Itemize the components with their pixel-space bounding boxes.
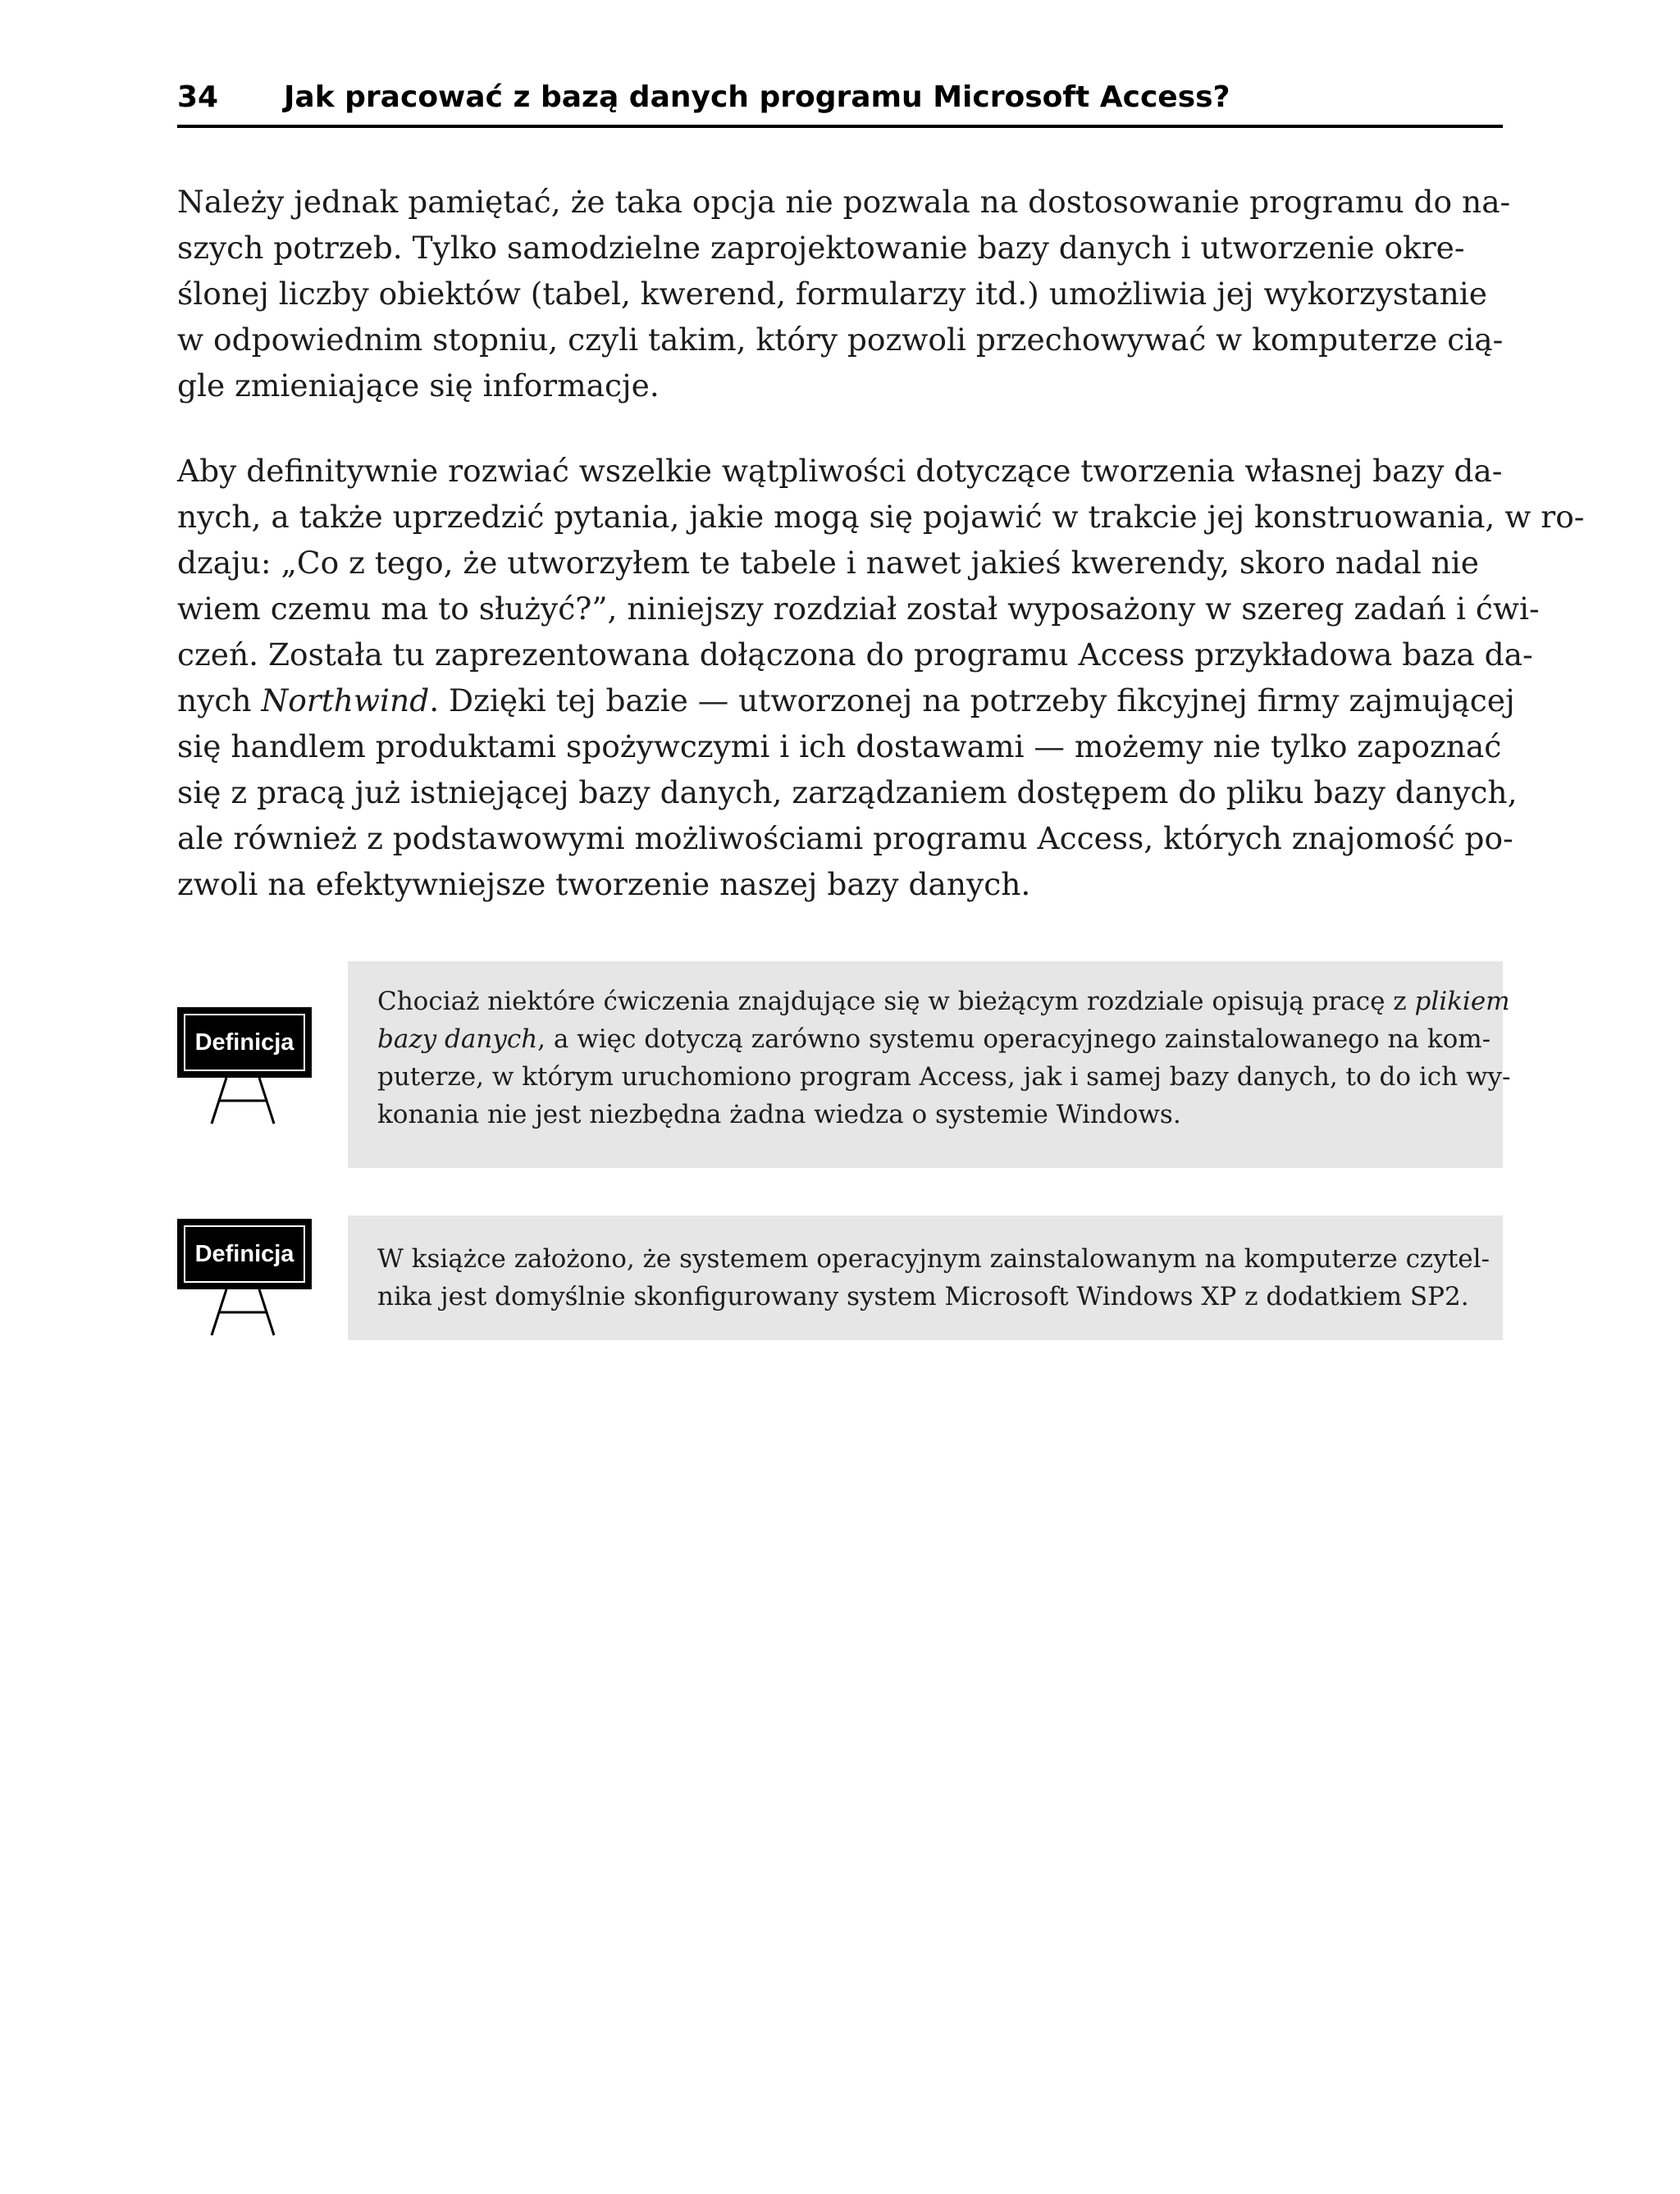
note-line: konania nie jest niezbędna żadna wiedza o systemie Windows. bbox=[377, 1100, 1181, 1129]
paragraph-line: czeń. Została tu zaprezentowana dołączona do programu Access przykładowa baza da- bbox=[177, 636, 1533, 673]
note-line bbox=[377, 983, 1511, 1020]
paragraph-line bbox=[177, 677, 1515, 723]
paragraph-line: szych potrzeb. Tylko samodzielne zaprojektowanie bazy danych i utworzenie okre- bbox=[177, 230, 1465, 266]
definition-board bbox=[177, 1219, 312, 1289]
definition-label: Definicja bbox=[194, 1029, 294, 1056]
text-run: Chociaż niektóre ćwiczenia znajdujące się w bieżącym rozdziale opisują pracę z bbox=[377, 987, 1415, 1016]
note-text bbox=[377, 1240, 1490, 1316]
paragraph-line: dzaju: „Co z tego, że utworzyłem te tabele i nawet jakieś kwerendy, skoro nadal nie bbox=[177, 545, 1479, 581]
text-run: , a więc dotyczą zarówno systemu operacyjnego zainstalowanego na kom- bbox=[537, 1024, 1491, 1054]
definition-note-2 bbox=[348, 1216, 1503, 1340]
paragraph-line: nych, a także uprzedzić pytania, jakie mogą się pojawić w trakcie jej konstruowania, w ro- bbox=[177, 499, 1585, 535]
definition-easel-icon bbox=[177, 1219, 312, 1342]
note-line: W książce założono, że systemem operacyjnym zainstalowanym na komputerze czytel- bbox=[377, 1244, 1490, 1274]
paragraph-line: w odpowiednim stopniu, czyli takim, który pozwoli przechowywać w komputerze cią- bbox=[177, 322, 1504, 358]
definition-board bbox=[177, 1007, 312, 1078]
paragraph-line: gle zmieniające się informacje. bbox=[177, 367, 660, 404]
paragraph-line: się z pracą już istniejącej bazy danych, zarządzaniem dostępem do pliku bazy danych, bbox=[177, 774, 1518, 810]
definition-note-1 bbox=[348, 961, 1511, 1168]
italic-term: bazy danych bbox=[377, 1024, 538, 1054]
paragraph-line: zwoli na efektywniejsze tworzenie naszej bazy danych. bbox=[177, 866, 1031, 902]
page-number: 34 bbox=[177, 80, 219, 114]
paragraph-2 bbox=[177, 448, 1585, 907]
database-name-italic: Northwind bbox=[261, 682, 430, 718]
chapter-title: Jak pracować z bazą danych programu Microsoft Access? bbox=[284, 80, 1230, 114]
paragraph-line: ślonej liczby obiektów (tabel, kwerend, formularzy itd.) umożliwia jej wykorzystanie bbox=[177, 276, 1487, 312]
easel-legs-icon bbox=[208, 1289, 282, 1339]
easel-legs-icon bbox=[208, 1078, 282, 1127]
note-text bbox=[377, 983, 1511, 1133]
note-line: puterze, w którym uruchomiono program Access, jak i samej bazy danych, to do ich wy- bbox=[377, 1062, 1511, 1092]
paragraph-line: Aby definitywnie rozwiać wszelkie wątpliwości dotyczące tworzenia własnej bazy da- bbox=[177, 453, 1503, 489]
text-run: nych bbox=[177, 682, 262, 718]
running-head bbox=[177, 75, 1503, 128]
note-line bbox=[377, 1020, 1511, 1058]
paragraph-line: się handlem produktami spożywczymi i ich dostawami — możemy nie tylko zapoznać bbox=[177, 728, 1502, 764]
paragraph-1 bbox=[177, 179, 1511, 408]
definition-easel-icon bbox=[177, 1007, 312, 1130]
paragraph-line: ale również z podstawowymi możliwościami programu Access, których znajomość po- bbox=[177, 820, 1513, 856]
paragraph-line: Należy jednak pamiętać, że taka opcja nie pozwala na dostosowanie programu do na- bbox=[177, 184, 1511, 220]
definition-label: Definicja bbox=[194, 1240, 294, 1267]
text-run: . Dzięki tej bazie — utworzonej na potrzeby fikcyjnej firmy zajmującej bbox=[429, 682, 1515, 718]
italic-term: plikiem bbox=[1414, 987, 1510, 1016]
note-line: nika jest domyślnie skonfigurowany system Microsoft Windows XP z dodatkiem SP2. bbox=[377, 1282, 1469, 1311]
paragraph-line: wiem czemu ma to służyć?”, niniejszy rozdział został wyposażony w szereg zadań i ćwi- bbox=[177, 591, 1540, 627]
